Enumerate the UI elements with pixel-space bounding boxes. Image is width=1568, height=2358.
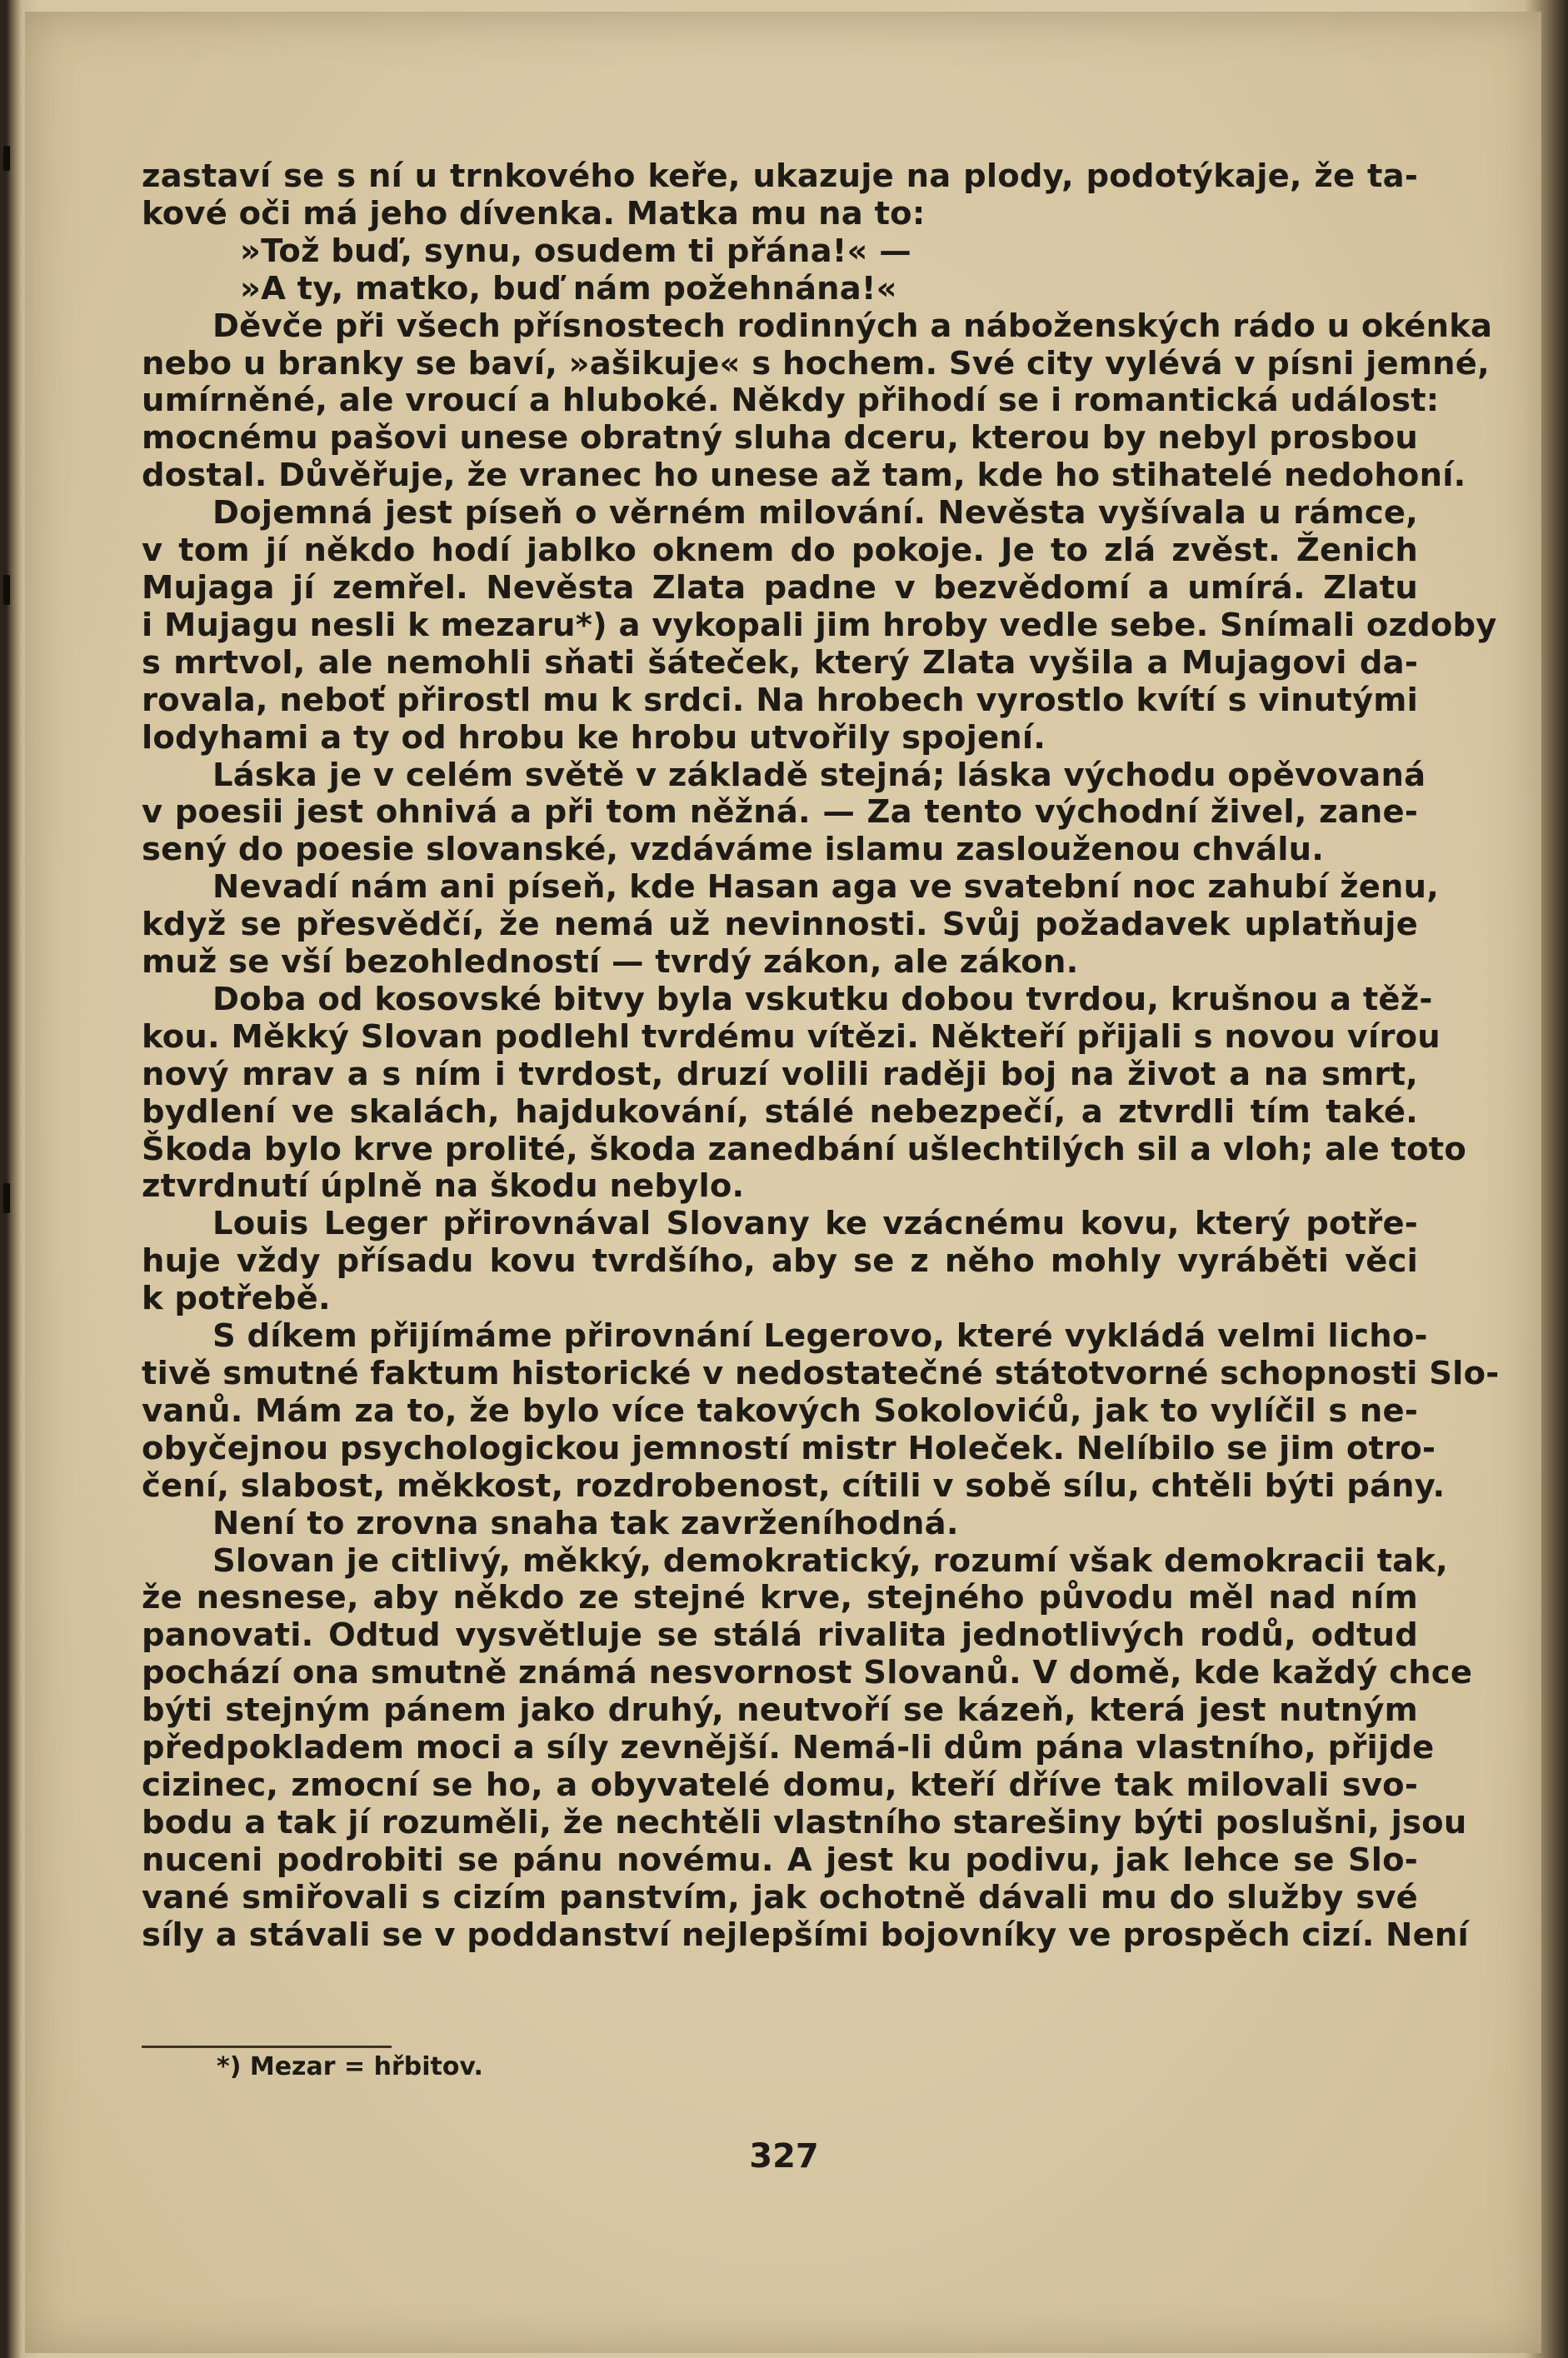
text-line: mocnému pašovi unese obratný sluha dceru, kterou by nebyl prosbou — [142, 419, 1418, 457]
text-line: Mujaga jí zemřel. Nevěsta Zlata padne v bezvědomí a umírá. Zlatu — [142, 568, 1418, 607]
binding-mark — [3, 1183, 10, 1213]
text-line: zastaví se s ní u trnkového keře, ukazuje na plody, podotýkaje, že ta- — [142, 157, 1418, 195]
text-line: vané smiřovali s cizím panstvím, jak ochotně dávali mu do služby své — [142, 1878, 1418, 1916]
text-line: umírněné, ale vroucí a hluboké. Někdy přihodí se i romantická událost: — [142, 382, 1440, 420]
paragraph-first-line: Doba od kosovské bitvy byla vskutku dobou tvrdou, krušnou a těž- — [212, 980, 1433, 1018]
text-line: muž se vší bezohledností — tvrdý zákon, ale zákon. — [142, 943, 1079, 982]
binding-mark — [3, 146, 10, 171]
paragraph-first-line: Louis Leger přirovnával Slovany ke vzácnému kovu, který potře- — [212, 1205, 1418, 1243]
text-line: pochází ona smutně známá nesvornost Slovanů. V domě, kde každý chce — [142, 1654, 1473, 1692]
verse-line: »Tož buď, synu, osudem ti přána!« — — [240, 232, 911, 270]
text-line: panovati. Odtud vysvětluje se stálá rivalita jednotlivých rodů, odtud — [142, 1616, 1418, 1655]
text-line: kové oči má jeho dívenka. Matka mu na to: — [142, 194, 926, 232]
text-line: i Mujagu nesli k mezaru*) a vykopali jim hroby vedle sebe. Snímali ozdoby — [142, 606, 1497, 644]
paragraph-first-line: Slovan je citlivý, měkký, demokratický, rozumí však demokracii tak, — [212, 1541, 1448, 1580]
text-line: v tom jí někdo hodí jablko oknem do pokoje. Je to zlá zvěst. Ženich — [142, 532, 1418, 570]
page-number: 327 — [749, 2137, 819, 2176]
text-line: bodu a tak jí rozuměli, že nechtěli vlastního starešiny býti poslušni, jsou — [142, 1803, 1467, 1841]
text-line: čení, slabost, měkkost, rozdrobenost, cítili v sobě sílu, chtěli býti pány. — [142, 1466, 1446, 1505]
text-line: tivě smutné faktum historické v nedostatečné státotvorné schopnosti Slo- — [142, 1355, 1500, 1392]
text-line: Škoda bylo krve prolité, škoda zanedbání ušlechtilých sil a vloh; ale toto — [142, 1130, 1467, 1168]
text-line: cizinec, zmocní se ho, a obyvatelé domu, kteří dříve tak milovali svo- — [142, 1766, 1418, 1804]
text-line: nuceni podrobiti se pánu novému. A jest ku podivu, jak lehce se Slo- — [142, 1841, 1418, 1879]
text-line: nový mrav a s ním i tvrdost, druzí volili raději boj na život a na smrt, — [142, 1055, 1418, 1093]
body-text — [142, 157, 1500, 1955]
text-line: kou. Měkký Slovan podlehl tvrdému vítězi. Někteří přijali s novou vírou — [142, 1017, 1441, 1056]
text-line: dostal. Důvěřuje, že vranec ho unese až tam, kde ho stihatelé nedohoní. — [142, 457, 1466, 495]
text-line: ztvrdnutí úplně na škodu nebylo. — [142, 1167, 745, 1206]
text-line: že nesnese, aby někdo ze stejné krve, stejného původu měl nad ním — [142, 1579, 1418, 1617]
text-line: sený do poesie slovanské, vzdáváme islamu zaslouženou chválu. — [142, 831, 1325, 869]
footnote-rule — [142, 2046, 392, 2048]
paragraph-first-line: Děvče při všech přísnostech rodinných a náboženských rádo u okénka — [212, 307, 1493, 345]
footnote: *) Mezar = hřbitov. — [217, 2052, 483, 2081]
paragraph-first-line: S díkem přijímáme přirovnání Legerovo, které vykládá velmi licho- — [212, 1317, 1428, 1356]
paragraph-first-line: Láska je v celém světě v základě stejná; láska východu opěvovaná — [212, 756, 1426, 794]
verse-line: »A ty, matko, buď nám požehnána!« — [240, 269, 897, 307]
binding-mark — [3, 575, 10, 605]
paragraph-first-line: Dojemná jest píseň o věrném milování. Nevěsta vyšívala u rámce, — [212, 494, 1418, 532]
paragraph-first-line: Není to zrovna snaha tak zavrženíhodná. — [212, 1504, 959, 1542]
text-line: huje vždy přísadu kovu tvrdšího, aby se z něho mohly vyráběti věci — [142, 1242, 1418, 1281]
text-line: obyčejnou psychologickou jemností mistr Holeček. Nelíbilo se jim otro- — [142, 1429, 1436, 1467]
text-line: vanů. Mám za to, že bylo více takových Sokolovićů, jak to vylíčil s ne- — [142, 1391, 1418, 1430]
text-line: rovala, neboť přirostl mu k srdci. Na hrobech vyrostlo kvítí s vinutými — [142, 681, 1418, 719]
text-line: bydlení ve skalách, hajdukování, stálé nebezpečí, a ztvrdli tím také. — [142, 1092, 1418, 1131]
text-line: předpokladem moci a síly zevnější. Nemá-li dům pána vlastního, přijde — [142, 1729, 1435, 1767]
text-line: v poesii jest ohnivá a při tom něžná. — Za tento východní živel, zane- — [142, 793, 1418, 832]
text-line: když se přesvědčí, že nemá už nevinnosti. Svůj požadavek uplatňuje — [142, 906, 1418, 944]
text-line: býti stejným pánem jako druhý, neutvoří se kázeň, která jest nutným — [142, 1691, 1418, 1730]
text-line: síly a stávali se v poddanství nejlepšími bojovníky ve prospěch cizí. Není — [142, 1916, 1469, 1954]
text-line: nebo u branky se baví, »ašikuje« s hochem. Své city vylévá v písni jemné, — [142, 344, 1490, 382]
text-line: s mrtvol, ale nemohli sňati šáteček, který Zlata vyšila a Mujagovi da- — [142, 643, 1418, 682]
text-line: lodyhami a ty od hrobu ke hrobu utvořily spojení. — [142, 718, 1046, 757]
paragraph-first-line: Nevadí nám ani píseň, kde Hasan aga ve svatební noc zahubí ženu, — [212, 868, 1440, 907]
text-line: k potřebě. — [142, 1280, 331, 1318]
